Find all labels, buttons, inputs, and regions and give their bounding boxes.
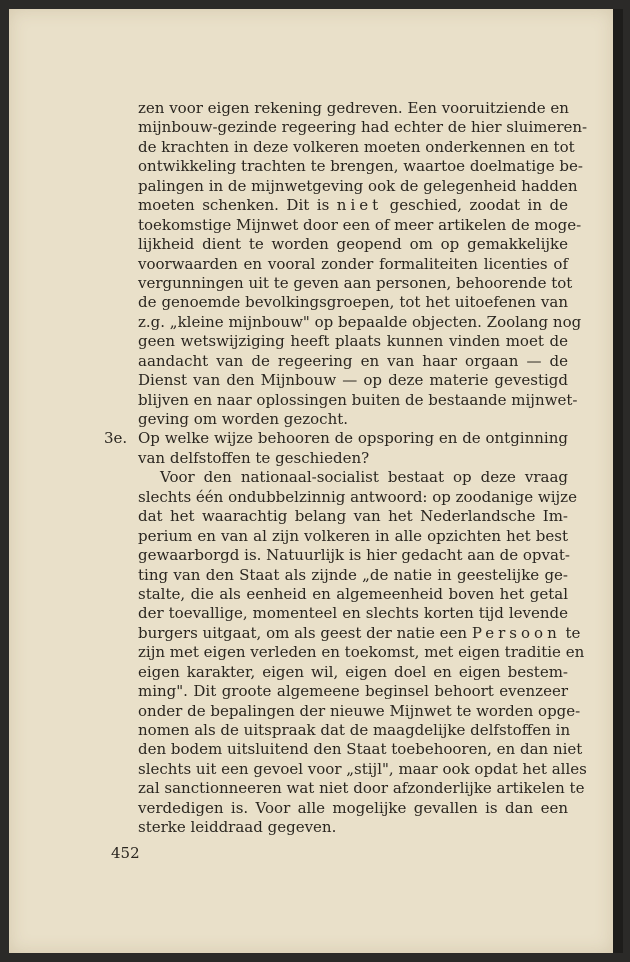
text-segment: geschied, zoodat in de [382,196,568,215]
text-segment: moeten schenken. Dit is [138,196,337,215]
numbered-question-line [104,429,568,448]
text-line: z.g. „kleine mijnbouw" op bepaalde objecten. Zoolang nog [138,312,582,331]
text-line: den bodem uitsluitend den Staat toebehooren, en dan niet [138,740,583,759]
text-line: ming". Dit groote algemeene beginsel behoort evenzeer [138,682,568,701]
text-line: aandacht van de regeering en van haar orgaan — de [138,351,568,370]
text-line: lijkheid dient te worden geopend om op gemakkelijke [138,235,568,254]
text-line: slechts één ondubbelzinnig antwoord: op zoodanige wijze [138,487,577,506]
text-line: slechts uit een gevoel voor „stijl", maar ook opdat het alles [138,759,587,778]
text-segment: burgers uitgaat, om als geest der natie een [138,623,472,642]
text-line: sterke leiddraad gegeven. [138,818,337,837]
text-line: van delfstoffen te geschieden? [138,448,370,467]
text-line: blijven en naar oplossingen buiten de bestaande mijnwet- [138,390,578,409]
text-line: de genoemde bevolkingsgroepen, tot het uitoefenen van [138,293,568,312]
text-line: Dienst van den Mijnbouw — op deze materie gevestigd [138,371,568,390]
page-text [104,99,588,838]
text-line: toekomstige Mijnwet door een of meer artikelen de moge- [138,215,582,234]
spaced-emphasis-word: niet [336,196,383,215]
text-line: verdedigen is. Voor alle mogelijke gevallen is dan een [138,798,568,817]
text-line: eigen karakter, eigen wil, eigen doel en eigen bestem- [138,662,568,681]
text-line [138,623,581,643]
text-line: ontwikkeling trachten te brengen, waartoe doelmatige be- [138,157,583,176]
text-line: palingen in de mijnwetgeving ook de gelegenheid hadden [138,176,578,195]
text-line: der toevallige, momenteel en slechts korten tijd levende [138,604,568,623]
text-line: vergunningen uit te geven aan personen, behoorende tot [138,273,573,292]
text-segment: Op welke wijze behooren de opsporing en de ontginning [138,429,568,448]
text-line: de krachten in deze volkeren moeten onderkennen en tot [138,137,575,156]
text-line: zal sanctionneeren wat niet door afzonderlijke artikelen te [138,779,585,798]
page-number: 452 [111,844,140,862]
text-line: geving om worden gezocht. [138,410,349,428]
text-line: gewaarborgd is. Natuurlijk is hier gedacht aan de opvat- [138,546,570,565]
text-line [138,196,568,215]
text-line: stalte, die als eenheid en algemeenheid boven het getal [138,584,568,603]
text-line: dat het waarachtig belang van het Nederlandsche Im- [138,507,568,526]
text-line: voorwaarden en vooral zonder formaliteiten licenties of [138,254,568,273]
text-line: Voor den nationaal-socialist bestaat op deze vraag [160,468,568,487]
text-line: geen wetswijziging heeft plaats kunnen vinden moet de [138,332,568,351]
text-line: perium en van al zijn volkeren in alle opzichten het best [138,526,568,545]
text-line: mijnbouw-gezinde regeering had echter de hier sluimeren- [138,118,588,137]
text-line: ting van den Staat als zijnde „de natie in geestelijke ge- [138,565,568,584]
item-number: 3e. [104,429,128,448]
page-edge-shadow [613,9,623,953]
text-line: zen voor eigen rekening gedreven. Een vooruitziende en [138,99,569,117]
text-line: nomen als de uitspraak dat de maagdelijke delfstoffen in [138,721,571,739]
text-line: onder de bepalingen der nieuwe Mijnwet te worden opge- [138,701,581,720]
spaced-emphasis-word: Persoon [471,623,561,642]
text-line: zijn met eigen verleden en toekomst, met eigen traditie en [138,643,585,662]
text-segment: te [560,623,581,642]
